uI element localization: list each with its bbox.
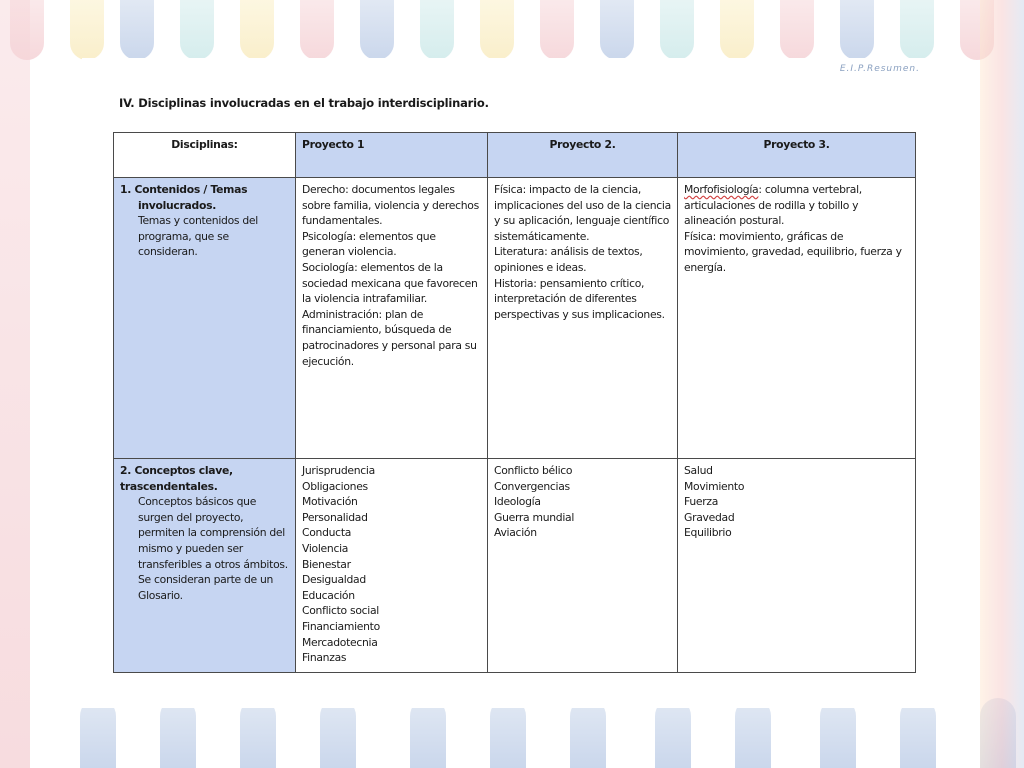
concept-item: Convergencias	[494, 479, 570, 493]
decor-stripe	[720, 0, 754, 60]
row-label-description: Conceptos básicos que surgen del proyecto, permiten la comprensión del mismo y pueden ser transferibles a otros ámbitos.	[138, 495, 288, 571]
row-label-title: 1. Contenidos / Temas	[120, 183, 248, 196]
content-item	[684, 182, 909, 229]
decor-stripe	[570, 698, 606, 768]
header-cell-proyecto-1: Proyecto 1	[296, 133, 488, 178]
content-item: Física: movimiento, gráficas de movimiento, gravedad, equilibrio, fuerza y energía.	[684, 229, 902, 274]
decor-stripe	[70, 0, 104, 60]
content-item: Sociología: elementos de la sociedad mexicana que favorecen la violencia intrafamiliar.	[302, 260, 478, 306]
decor-stripe	[840, 0, 874, 60]
concept-item: Mercadotecnia	[302, 635, 378, 649]
row-label-description: Temas y contenidos del programa, que se consideran.	[138, 214, 258, 259]
decor-stripe	[900, 698, 936, 768]
concept-item: Guerra mundial	[494, 510, 575, 524]
concept-item: Movimiento	[684, 479, 745, 493]
concept-item: Motivación	[302, 495, 358, 509]
content-item: Administración: plan de financiamiento, búsqueda de patrocinadores y personal para su ejecución.	[302, 307, 477, 368]
row-label-title: 2. Conceptos clave,	[120, 464, 233, 477]
concept-item: Desigualdad	[302, 573, 366, 587]
decor-stripe	[120, 0, 154, 60]
decor-stripe	[655, 698, 691, 768]
header-cell-proyecto-2: Proyecto 2.	[488, 133, 678, 178]
concept-item: Bienestar	[302, 557, 351, 571]
decor-stripe	[480, 0, 514, 60]
cell-proyecto-1-conceptos	[296, 459, 488, 673]
decor-stripe	[180, 0, 214, 60]
decor-stripe	[80, 698, 116, 768]
decor-side	[980, 0, 1024, 768]
table-row-contenidos	[114, 178, 916, 459]
concept-item: Fuerza	[684, 495, 719, 509]
decor-stripe	[410, 698, 446, 768]
row-label-description-2: Se consideran parte de un Glosario.	[138, 573, 274, 602]
decor-stripe	[780, 0, 814, 60]
cell-proyecto-3-conceptos	[678, 459, 916, 673]
concept-item: Ideología	[494, 495, 541, 509]
concept-item: Conflicto social	[302, 604, 379, 618]
cell-proyecto-3-contenidos	[678, 178, 916, 459]
concept-item: Salud	[684, 464, 713, 477]
decor-stripe	[660, 0, 694, 60]
concept-item: Violencia	[302, 541, 349, 555]
decor-stripe	[240, 0, 274, 60]
decor-stripe	[540, 0, 574, 60]
decor-stripe	[735, 698, 771, 768]
decor-stripe	[360, 0, 394, 60]
cell-proyecto-1-contenidos	[296, 178, 488, 459]
concept-item: Gravedad	[684, 510, 735, 524]
cell-proyecto-2-contenidos	[488, 178, 678, 459]
content-item: Historia: pensamiento crítico, interpretación de diferentes perspectivas y sus implicaciones.	[494, 276, 665, 321]
disciplines-table	[113, 132, 916, 673]
spellcheck-term: Morfofisiología	[684, 183, 759, 196]
table-row-conceptos	[114, 459, 916, 673]
table-header-row	[114, 133, 916, 178]
decor-stripe	[240, 698, 276, 768]
concept-item: Equilibrio	[684, 526, 732, 540]
decor-stripe	[600, 0, 634, 60]
decor-side	[0, 0, 30, 768]
section-heading: IV. Disciplinas involucradas en el trabajo interdisciplinario.	[119, 96, 489, 110]
decor-stripe	[420, 0, 454, 60]
header-cell-proyecto-3: Proyecto 3.	[678, 133, 916, 178]
concept-item: Conflicto bélico	[494, 464, 573, 477]
concept-item: Financiamiento	[302, 619, 380, 633]
decor-stripe	[300, 0, 334, 60]
concept-item: Aviación	[494, 526, 537, 540]
content-item: Física: impacto de la ciencia, implicaciones del uso de la ciencia y su aplicación, lenguaje científico sistemáticamente.	[494, 183, 671, 243]
row-label-title-cont: involucrados.	[138, 198, 217, 212]
concept-item: Jurisprudencia	[302, 464, 375, 477]
row-label-conceptos	[114, 459, 296, 673]
concept-item: Obligaciones	[302, 479, 368, 493]
concept-item: Educación	[302, 588, 355, 602]
header-cell-disciplinas: Disciplinas:	[114, 133, 296, 178]
content-item-rest: : columna vertebral, articulaciones de rodilla y tobillo y alineación postural.	[684, 183, 862, 228]
concept-item: Conducta	[302, 526, 352, 540]
concept-item: Personalidad	[302, 510, 368, 524]
decor-stripe	[160, 698, 196, 768]
watermark-label: E.I.P.Resumen.	[839, 64, 920, 74]
decor-stripe	[320, 698, 356, 768]
decor-stripe	[490, 698, 526, 768]
decor-stripe	[900, 0, 934, 60]
cell-proyecto-2-conceptos	[488, 459, 678, 673]
concept-item: Finanzas	[302, 651, 347, 665]
row-label-title-cont: trascendentales.	[120, 479, 218, 493]
row-label-contenidos	[114, 178, 296, 459]
content-item: Derecho: documentos legales sobre familia, violencia y derechos fundamentales.	[302, 183, 479, 228]
content-item: Psicología: elementos que generan violencia.	[302, 229, 436, 259]
content-item: Literatura: análisis de textos, opiniones e ideas.	[494, 245, 643, 274]
decor-stripe	[820, 698, 856, 768]
